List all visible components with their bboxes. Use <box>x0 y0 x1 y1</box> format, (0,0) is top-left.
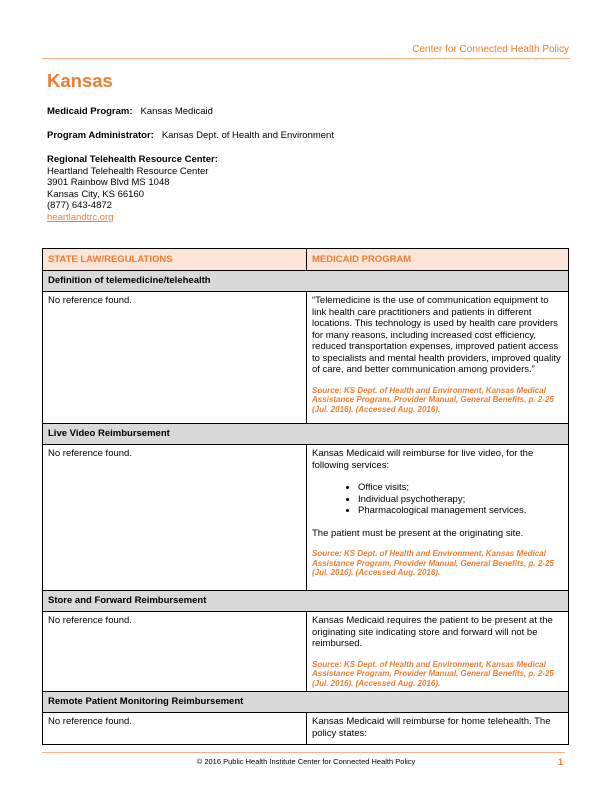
col-header-medicaid-program: MEDICAID PROGRAM <box>307 249 569 271</box>
section-title-remote-monitoring: Remote Patient Monitoring Reimbursement <box>43 692 569 713</box>
cell-state-law-store-forward: No reference found. <box>43 612 307 692</box>
page-title: Kansas <box>47 70 113 91</box>
header-rule <box>42 58 570 59</box>
list-item-pharmacological: • Pharmacological management services. <box>358 505 563 517</box>
table-row-definition <box>43 292 569 424</box>
footer-rule <box>42 752 565 753</box>
table-row-store-forward <box>43 612 569 692</box>
rtrc-name: Heartland Telehealth Resource Center <box>47 165 209 177</box>
rtrc-block <box>47 154 527 223</box>
page-number: 1 <box>557 757 563 767</box>
info-block <box>47 106 527 223</box>
live-video-intro-text: Kansas Medicaid will reimburse for live video, for the following services: <box>312 448 534 471</box>
table-header-row <box>43 249 569 271</box>
table-row-live-video <box>43 445 569 591</box>
list-item-psychotherapy: • Individual psychotherapy; <box>358 494 563 506</box>
col-header-state-law: STATE LAW/REGULATIONS <box>43 249 307 271</box>
program-administrator-label: Program Administrator: <box>47 130 154 141</box>
list-item-office-visits: • Office visits; <box>358 482 563 494</box>
cell-medicaid-definition <box>307 292 569 424</box>
cell-medicaid-live-video <box>307 445 569 591</box>
remote-monitoring-text: Kansas Medicaid will reimburse for home telehealth. The policy states: <box>312 716 551 739</box>
section-title-store-forward: Store and Forward Reimbursement <box>43 591 569 612</box>
medicaid-program-label: Medicaid Program: <box>47 106 133 117</box>
section-header-store-forward <box>43 591 569 612</box>
header-brand: Center for Connected Health Policy <box>412 44 569 55</box>
footer-copyright: © 2016 Public Health Institute Center for Connected Health Policy <box>196 757 416 766</box>
cell-state-law-definition: No reference found. <box>43 292 307 424</box>
section-title-live-video: Live Video Reimbursement <box>43 424 569 445</box>
rtrc-link-line <box>47 212 527 224</box>
medicaid-program-line <box>47 106 527 118</box>
policy-table <box>42 248 569 745</box>
rtrc-address: 3901 Rainbow Blvd MS 1048 <box>47 177 170 188</box>
medicaid-program-value: Kansas Medicaid <box>140 106 213 117</box>
cell-medicaid-remote-monitoring <box>307 713 569 745</box>
cell-state-law-live-video: No reference found. <box>43 445 307 591</box>
section-header-definition <box>43 271 569 292</box>
table-row-remote-monitoring <box>43 713 569 745</box>
program-administrator-value: Kansas Dept. of Health and Environment <box>161 130 334 141</box>
program-administrator-line <box>47 130 527 142</box>
rtrc-label: Regional Telehealth Resource Center: <box>47 154 218 165</box>
rtrc-phone: (877) 643-4872 <box>47 200 112 211</box>
heartlandtrc-link[interactable]: heartlandtrc.org <box>47 211 114 223</box>
section-header-remote-monitoring <box>43 692 569 713</box>
definition-quote-text: “Telemedicine is the use of communication equipment to link health care practitioners and patients in different locations. This technology is used by health care providers for many reasons, including increased cost efficiency, reduced transportation expenses, improved patient access to specialists and mental health providers, improved quality of care, and better communication among providers.” <box>312 295 561 375</box>
section-title-definition: Definition of telemedicine/telehealth <box>43 271 569 292</box>
source-citation-store-forward: Source: KS Dept. of Health and Environment, Kansas Medical Assistance Program, Provider Manual, General Benefits, p. 2-25 (Jul. 2016). (Accessed Aug. 2016). <box>312 659 554 688</box>
source-citation-live-video: Source: KS Dept. of Health and Environment, Kansas Medical Assistance Program, Provider Manual, General Benefits, p. 2-25 (Jul. 2016). (Accessed Aug. 2016). <box>312 549 554 577</box>
live-video-patient-note: The patient must be present at the originating site. <box>312 527 524 539</box>
section-header-live-video <box>43 424 569 445</box>
live-video-services-list <box>312 482 563 517</box>
cell-state-law-remote-monitoring: No reference found. <box>43 713 307 745</box>
cell-medicaid-store-forward <box>307 612 569 692</box>
store-forward-text: Kansas Medicaid requires the patient to be present at the originating site indicating store and forward will not be reimbursed. <box>312 615 553 649</box>
rtrc-city: Kansas City, KS 66160 <box>47 188 144 200</box>
source-citation-definition: Source: KS Dept. of Health and Environment, Kansas Medical Assistance Program, Provider Manual, General Benefits, p. 2-25 (Jul. 2016). (Accessed Aug. 2016). <box>312 385 554 414</box>
